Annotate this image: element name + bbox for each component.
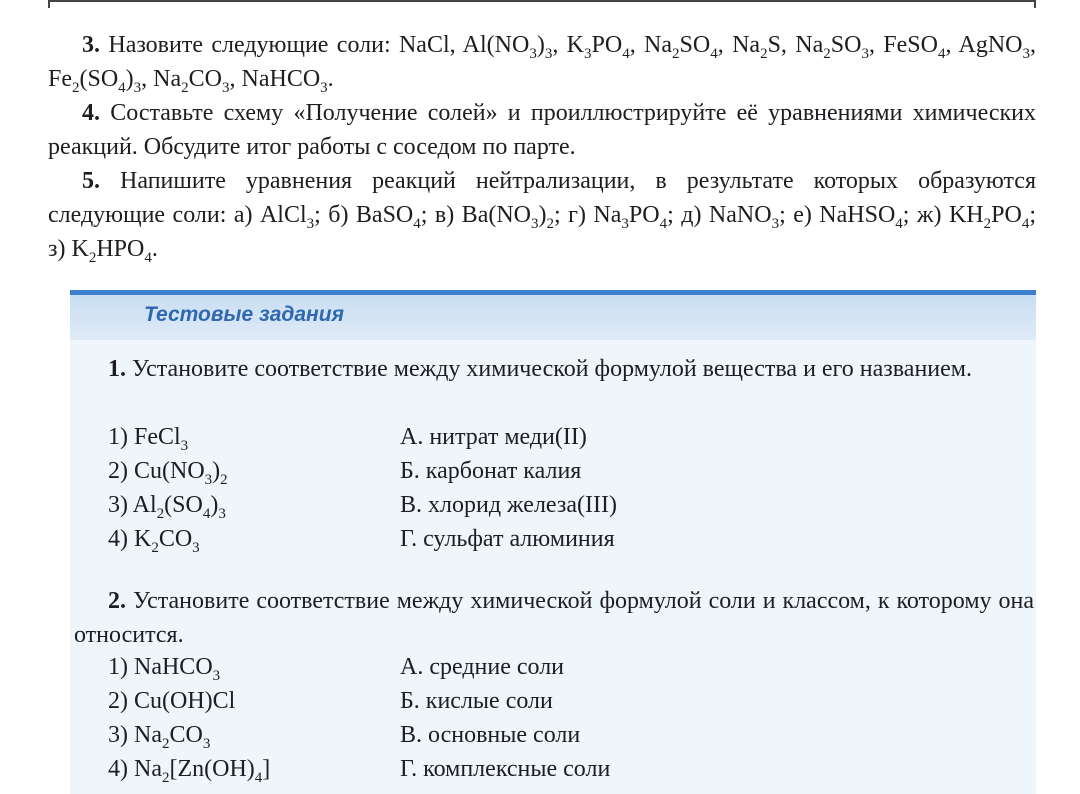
- exercise-5-number: 5.: [82, 168, 100, 194]
- exercise-4-number: 4.: [82, 100, 100, 126]
- task2-class-b: Б. кислые соли: [400, 688, 553, 714]
- task1-name-g: Г. сульфат алюминия: [400, 526, 615, 552]
- exercise-3-body: Назовите следующие соли: NaCl, $Al(NO_3)_3$, $K_3PO_4$, $Na_2SO_4$, $Na_2S$, $Na_2SO_3$, FeSO$_4$, AgNO$_3$, $Fe_2(SO_4)_3$, $Na_2CO_3$, NaHCO$_3$.: [48, 32, 1037, 96]
- exercise-3-number: 3.: [82, 32, 100, 58]
- exercise-4-body: Составьте схему «Получение солей» и проиллюстрируйте её уравнениями химических реакций. Обсудите итог работы с соседом по парте.: [48, 100, 1036, 160]
- test-task-2-number: 2.: [108, 588, 126, 614]
- task1-formula-2: 2) $Cu(NO_3)_2$: [108, 458, 228, 488]
- exercise-3: [48, 28, 1036, 96]
- task1-formula-3: 3) $Al_2(SO_4)_3$: [108, 492, 226, 522]
- test-task-1-text: [74, 352, 1034, 386]
- exercise-3-text: [48, 28, 1036, 96]
- exercise-4: [48, 96, 1036, 164]
- exercise-4-text: [48, 96, 1036, 164]
- test-task-1-body: Установите соответствие между химической формулой вещества и его названием.: [132, 356, 972, 382]
- test-section-title: Тестовые задания: [144, 303, 344, 326]
- task1-name-a: А. нитрат меди(II): [400, 424, 587, 450]
- test-task-2-body: Установите соответствие между химической формулой соли и классом, к которому она относится.: [74, 588, 1035, 648]
- page-top-border: [48, 0, 1036, 8]
- exercise-5-text: [48, 164, 1036, 266]
- task2-formula-1: 1) NaHCO$_3$: [108, 654, 221, 684]
- task2-formula-4: 4) $Na_2[Zn(OH)_4]$: [108, 756, 271, 786]
- task1-formula-4: 4) $K_2CO_3$: [108, 526, 200, 556]
- task2-formula-2: 2) Cu(OH)Cl: [108, 688, 236, 714]
- task1-name-v: В. хлорид железа(III): [400, 492, 617, 518]
- test-task-2: [74, 584, 1034, 652]
- task2-class-g: Г. комплексные соли: [400, 756, 611, 782]
- test-task-1-number: 1.: [108, 356, 126, 382]
- task2-class-a: А. средние соли: [400, 654, 565, 680]
- exercise-5: [48, 164, 1036, 266]
- exercise-5-body: Напишите уравнения реакций нейтрализации, в результате которых образуются следующие соли: а) AlCl$_3$; б) BaSO$_4$; в) $Ba(NO_3)_2$; г) $Na_3PO_4$; д) NaNO$_3$; е) NaHSO$_4$; ж) $KH_2PO_4$; з) $K_2HPO_4$.: [48, 168, 1037, 266]
- test-task-2-text: [74, 584, 1034, 652]
- task1-formula-1: 1) FeCl$_3$: [108, 424, 189, 454]
- task1-name-b: Б. карбонат калия: [400, 458, 582, 484]
- test-task-1: [74, 352, 1034, 386]
- task2-class-v: В. основные соли: [400, 722, 581, 748]
- task2-formula-3: 3) $Na_2CO_3$: [108, 722, 211, 752]
